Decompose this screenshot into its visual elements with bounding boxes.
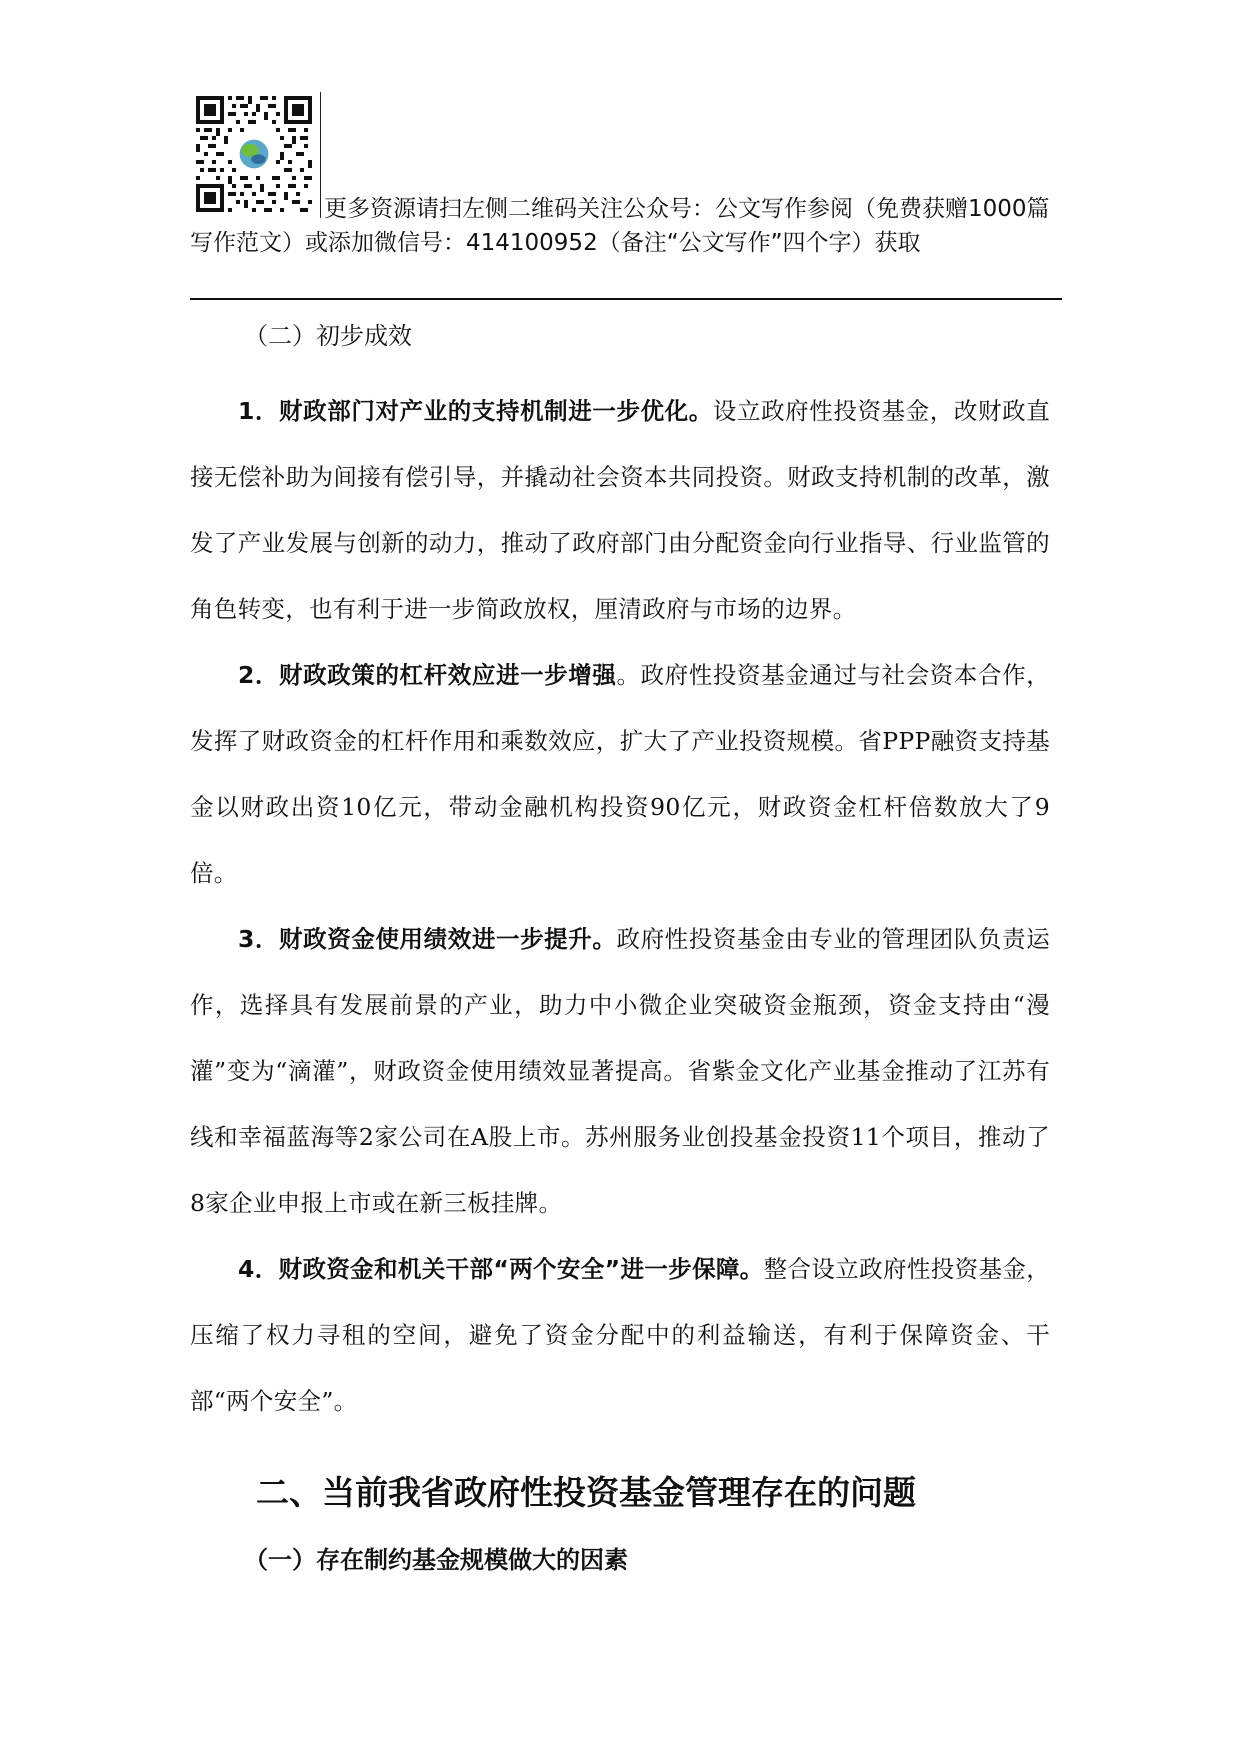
- header-notice: 更多资源请扫左侧二维码关注公众号：公文写作参阅（免费获赠1000篇写作范文）或添加微信号：414100952（备注“公文写作”四个字）获取: [190, 196, 1050, 256]
- subheading-constraints: （一）存在制约基金规模做大的因素: [244, 1546, 628, 1574]
- point-1-text: 设立政府性投资基金，改财政直接无偿补助为间接有偿引导，并撬动社会资本共同投资。财政支持机制的改革，激发了产业发展与创新的动力，推动了政府部门由分配资金向行业指导、行业监管的角色转变，也有利于进一步简政放权，厘清政府与市场的边界。: [190, 397, 1050, 623]
- subheading-initial-results: （二）初步成效: [244, 322, 412, 350]
- paragraph-point-1: [190, 378, 1050, 642]
- point-3-lead: 3．财政资金使用绩效进一步提升。: [238, 925, 617, 953]
- header-rule: [190, 298, 1062, 300]
- paragraph-point-2: [190, 642, 1050, 906]
- point-2-lead: 2．财政政策的杠杆效应进一步增强: [238, 661, 617, 689]
- section-heading-problems: 二、当前我省政府性投资基金管理存在的问题: [256, 1473, 916, 1512]
- paragraph-point-3: [190, 906, 1050, 1236]
- point-4-lead: 4．财政资金和机关干部“两个安全”进一步保障。: [238, 1255, 764, 1283]
- point-1-lead: 1．财政部门对产业的支持机制进一步优化。: [238, 397, 713, 425]
- document-body: [190, 314, 1050, 1580]
- point-4-text: 整合设立政府性投资基金，压缩了权力寻租的空间，避免了资金分配中的利益输送，有利于保障资金、干部“两个安全”。: [190, 1255, 1050, 1415]
- point-2-text: 。政府性投资基金通过与社会资本合作，发挥了财政资金的杠杆作用和乘数效应，扩大了产业投资规模。省PPP融资支持基金以财政出资10亿元，带动金融机构投资90亿元，财政资金杠杆倍数放大了9倍。: [190, 661, 1051, 887]
- point-3-text: 政府性投资基金由专业的管理团队负责运作，选择具有发展前景的产业，助力中小微企业突破资金瓶颈，资金支持由“漫灌”变为“滴灌”，财政资金使用绩效显著提高。省紫金文化产业基金推动了江苏有线和幸福蓝海等2家公司在A股上市。苏州服务业创投基金投资11个项目，推动了8家企业申报上市或在新三板挂牌。: [190, 925, 1051, 1217]
- paragraph-point-4: [190, 1236, 1050, 1434]
